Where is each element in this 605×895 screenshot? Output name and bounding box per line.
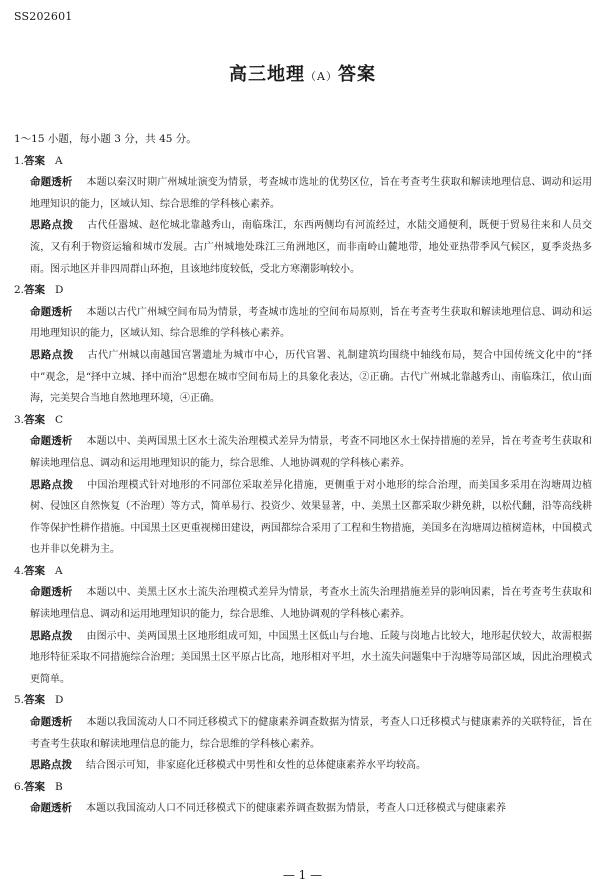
answer-option: B (55, 780, 63, 793)
proposition-analysis-text: 本题以秦汉时期广州城址演变为情景，考查城市选址的优势区位，旨在考查考生获取和解读地理信息、调动和运用地理知识的能力，区域认知、综合思维的学科核心素养。 (30, 177, 592, 210)
page-number: — 1 — (282, 868, 323, 882)
solution-hint-text: 中国治理模式针对地形的不同部位采取差异化措施，更侧重于对小地形的综合治理，而美国多采用在沟塘周边植树、侵蚀区自然恢复（不治理）等方式，简单易行、投资少、效果显著，中、美黑土区都采取少耕免耕，以松代翻，沿等高线耕作等保护性耕作措施。中国黑土区更重视梯田建设，两国都综合采用了工程和生物措施，美国多在沟塘周边植树造林，中国模式也并非以免耕为主。 (30, 479, 593, 556)
proposition-analysis-label: 命题透析 (30, 305, 73, 318)
answer-label: 答案 (24, 413, 46, 426)
solution-hint-label: 思路点拨 (30, 478, 74, 491)
question-list (14, 151, 592, 820)
proposition-analysis (14, 582, 592, 625)
document-code: SS202601 (14, 10, 73, 23)
question-number: 4. (14, 564, 25, 577)
instructions: 1～15 小题，每小题 3 分，共 45 分。 (14, 133, 197, 145)
proposition-analysis-label: 命题透析 (30, 716, 73, 729)
solution-hint-label: 思路点拨 (30, 219, 74, 232)
solution-hint-text: 结合图示可知，非家庭化迁移模式中男性和女性的总体健康素养水平均较高。 (86, 760, 426, 772)
solution-hint (14, 626, 592, 691)
proposition-analysis-label: 命题透析 (30, 586, 73, 599)
answer-heading (14, 777, 592, 799)
proposition-analysis (14, 172, 592, 215)
solution-hint-text: 古代广州城以南越国宫署遗址为城市中心，历代官署、礼制建筑均围绕中轴线布局，契合中国传统文化中的“择中”观念，是“择中立城、择中而治”思想在城市空间布局上的具象化表达，②正确。古代广州城北靠越秀山、南临珠江，依山面海，完美契合当地自然地理环境，④正确。 (30, 349, 592, 405)
answer-heading (14, 410, 592, 432)
question-number: 5. (14, 694, 25, 707)
answer-label: 答案 (24, 780, 46, 793)
solution-hint-label: 思路点拨 (30, 348, 74, 361)
question-number: 2. (14, 284, 25, 297)
proposition-analysis (14, 798, 592, 820)
answer-heading (14, 151, 592, 173)
proposition-analysis-label: 命题透析 (30, 802, 72, 815)
title-suffix: 答案 (337, 64, 376, 85)
solution-hint-text: 由图示中、美两国黑土区地形组成可知，中国黑土区低山与台地、丘陵与岗地占比较大，地形起伏较大，故需根据地形特征采取不同措施综合治理；美国黑土区平原占比高，地形相对平坦，水土流失问题集中于沟塘等局部区域，因此治理模式更简单。 (30, 630, 592, 685)
question-number: 6. (14, 780, 25, 793)
solution-hint (14, 345, 592, 410)
title-paper-version: （A） (305, 70, 338, 83)
solution-hint-label: 思路点拨 (30, 629, 73, 642)
answer-heading (14, 280, 592, 302)
solution-hint-text: 古代任嚣城、赵佗城北靠越秀山，南临珠江，东西两侧均有河流经过，水陆交通便利，既便于贸易往来和人员交流，又有利于物资运输和城市发展。古广州城地处珠江三角洲地区，而非南岭山麓地带，地处亚热带季风气候区，夏季炎热多雨。图示地区并非四周群山环抱，且该地纬度较低，受北方寒潮影响较小。 (30, 220, 593, 275)
solution-hint-label: 思路点拨 (30, 759, 72, 772)
solution-hint (14, 475, 592, 561)
answer-option: D (55, 284, 64, 297)
answer-label: 答案 (24, 694, 46, 707)
proposition-analysis-text: 本题以中、美黑土区水土流失治理模式差异为情景，考查水土流失治理措施差异的影响因素，旨在考查考生获取和解读地理信息、调动和运用地理知识的能力，综合思维、人地协调观的学科核心素养。 (30, 587, 592, 621)
proposition-analysis-text: 本题以我国流动人口不同迁移模式下的健康素养调查数据为情景，考查人口迁移模式与健康素养的关联特征，旨在考查考生获取和解读地理信息的能力，综合思维的学科核心素养。 (30, 717, 592, 750)
page-title (0, 60, 605, 86)
solution-hint (14, 215, 592, 280)
answer-option: D (55, 694, 64, 707)
proposition-analysis (14, 302, 592, 345)
proposition-analysis-label: 命题透析 (30, 435, 73, 448)
answer-option: C (55, 413, 64, 426)
answer-content (14, 129, 592, 820)
proposition-analysis-label: 命题透析 (30, 176, 73, 189)
answer-label: 答案 (24, 284, 46, 297)
question-number: 1. (14, 154, 25, 167)
answer-heading (14, 690, 592, 712)
proposition-analysis (14, 712, 592, 755)
solution-hint (14, 755, 592, 777)
answer-option: A (55, 154, 63, 167)
proposition-analysis (14, 431, 592, 474)
question-number: 3. (14, 413, 25, 426)
title-main: 高三地理 (229, 64, 306, 85)
answer-heading (14, 561, 592, 583)
proposition-analysis-text: 本题以我国流动人口不同迁移模式下的健康素养调查数据为情景，考查人口迁移模式与健康素养 (86, 803, 506, 815)
proposition-analysis-text: 本题以古代广州城空间布局为情景，考查城市选址的空间布局原则，旨在考查考生获取和解读地理信息、调动和运用地理知识的能力，区域认知、综合思维的学科核心素养。 (30, 306, 592, 340)
answer-label: 答案 (24, 154, 46, 167)
proposition-analysis-text: 本题以中、美两国黑土区水土流失治理模式差异为情景，考查不同地区水土保持措施的差异，旨在考查考生获取和解读地理信息、调动和运用地理知识的能力，综合思维、人地协调观的学科核心素养。 (30, 436, 592, 469)
answer-option: A (55, 564, 63, 577)
answer-label: 答案 (24, 564, 46, 577)
